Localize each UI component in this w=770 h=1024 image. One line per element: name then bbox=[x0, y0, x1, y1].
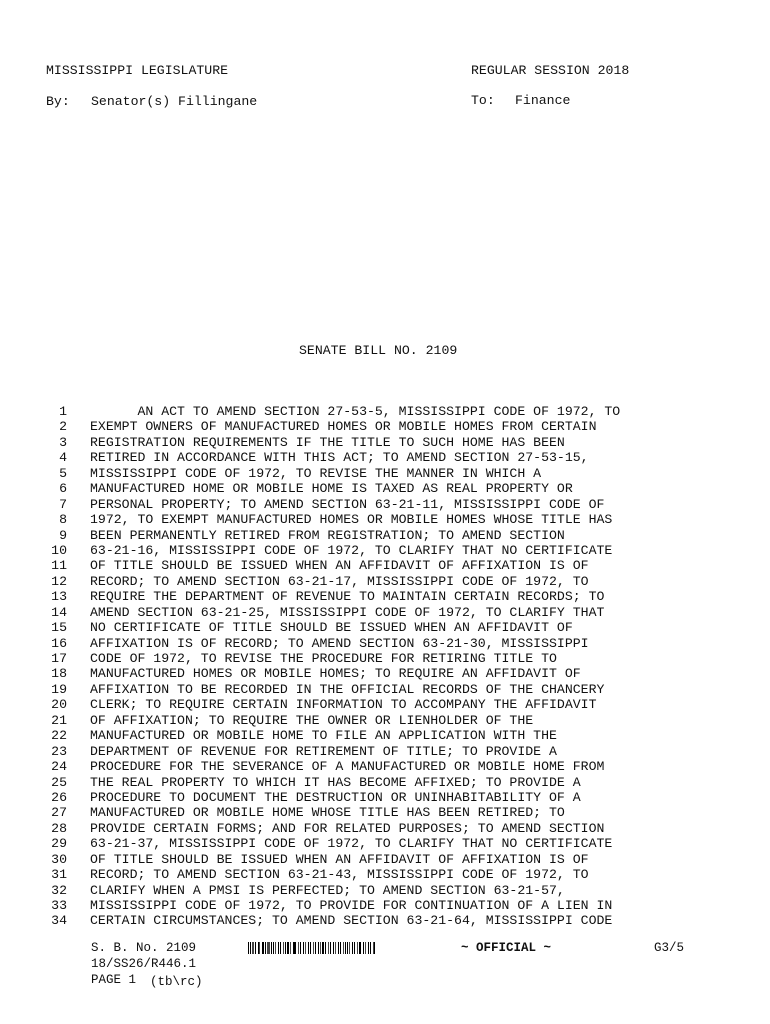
barcode-bar bbox=[259, 942, 260, 954]
line-number: 18 bbox=[51, 666, 67, 682]
line-text: AMEND SECTION 63-21-25, MISSISSIPPI CODE OF 1972, TO CLARIFY THAT bbox=[90, 604, 605, 620]
bill-line bbox=[0, 682, 770, 697]
barcode-bar bbox=[250, 942, 251, 954]
line-text: PERSONAL PROPERTY; TO AMEND SECTION 63-21-11, MISSISSIPPI CODE OF bbox=[90, 496, 605, 512]
barcode-bar bbox=[325, 942, 326, 954]
bill-line bbox=[0, 898, 770, 913]
line-number: 31 bbox=[51, 867, 67, 883]
bill-line bbox=[0, 775, 770, 790]
line-number: 20 bbox=[51, 697, 67, 713]
barcode-bar bbox=[285, 942, 286, 954]
footer-reference: 18/SS26/R446.1 bbox=[91, 957, 197, 971]
barcode-bar bbox=[365, 942, 366, 954]
line-number: 21 bbox=[51, 712, 67, 728]
barcode-bar bbox=[262, 942, 263, 954]
line-number: 22 bbox=[51, 728, 67, 744]
bill-line bbox=[0, 404, 770, 419]
barcode-bar bbox=[293, 942, 294, 954]
footer-code: G3/5 bbox=[654, 941, 685, 955]
bill-line bbox=[0, 435, 770, 450]
line-text: CLERK; TO REQUIRE CERTAIN INFORMATION TO ACCOMPANY THE AFFIDAVIT bbox=[90, 697, 597, 713]
line-number: 28 bbox=[51, 820, 67, 836]
line-number: 29 bbox=[51, 836, 67, 852]
line-number: 19 bbox=[51, 681, 67, 697]
barcode-bar bbox=[310, 942, 311, 954]
barcode-bar bbox=[275, 942, 276, 954]
line-number: 34 bbox=[51, 913, 67, 929]
line-text: 63-21-16, MISSISSIPPI CODE OF 1972, TO CLARIFY THAT NO CERTIFICATE bbox=[90, 542, 613, 558]
line-text: BEEN PERMANENTLY RETIRED FROM REGISTRATION; TO AMEND SECTION bbox=[90, 527, 565, 543]
barcode-bar bbox=[248, 942, 249, 954]
line-number: 1 bbox=[59, 404, 67, 419]
barcode-bar bbox=[357, 942, 358, 954]
bill-line bbox=[0, 543, 770, 558]
line-number: 23 bbox=[51, 743, 67, 759]
bill-line bbox=[0, 697, 770, 712]
bill-line bbox=[0, 589, 770, 604]
line-text: THE REAL PROPERTY TO WHICH IT HAS BECOME AFFIXED; TO PROVIDE A bbox=[90, 774, 581, 790]
line-number: 5 bbox=[59, 465, 67, 481]
session-label: REGULAR SESSION 2018 bbox=[471, 63, 630, 78]
barcode-bar bbox=[294, 942, 296, 954]
line-text: RECORD; TO AMEND SECTION 63-21-17, MISSISSIPPI CODE OF 1972, TO bbox=[90, 573, 589, 589]
line-text: OF TITLE SHOULD BE ISSUED WHEN AN AFFIDAVIT OF AFFIXATION IS OF bbox=[90, 851, 589, 867]
bill-line bbox=[0, 512, 770, 527]
line-number: 17 bbox=[51, 651, 67, 666]
bill-line bbox=[0, 883, 770, 898]
line-text: REQUIRE THE DEPARTMENT OF REVENUE TO MAINTAIN CERTAIN RECORDS; TO bbox=[90, 589, 605, 605]
barcode-bar bbox=[340, 942, 341, 954]
page-initials: (tb\rc) bbox=[150, 975, 203, 989]
bill-line bbox=[0, 481, 770, 496]
line-number: 13 bbox=[51, 589, 67, 605]
barcode-bar bbox=[320, 942, 321, 954]
barcode-bar bbox=[335, 942, 336, 954]
bill-line bbox=[0, 558, 770, 573]
line-text: MANUFACTURED HOME OR MOBILE HOME IS TAXED AS REAL PROPERTY OR bbox=[90, 481, 573, 497]
line-text: PROVIDE CERTAIN FORMS; AND FOR RELATED PURPOSES; TO AMEND SECTION bbox=[90, 820, 605, 836]
barcode-bar bbox=[333, 942, 334, 954]
bill-line bbox=[0, 867, 770, 882]
barcode-bar bbox=[308, 942, 309, 954]
line-number: 26 bbox=[51, 789, 67, 805]
line-number: 14 bbox=[51, 604, 67, 620]
page-number: PAGE 1 bbox=[91, 973, 137, 987]
line-text: MANUFACTURED HOMES OR MOBILE HOMES; TO REQUIRE AN AFFIDAVIT OF bbox=[90, 666, 581, 682]
barcode-bar bbox=[359, 942, 361, 954]
line-text: 63-21-37, MISSISSIPPI CODE OF 1972, TO CLARIFY THAT NO CERTIFICATE bbox=[90, 836, 613, 852]
barcode-bar bbox=[300, 942, 301, 954]
by-label: By: bbox=[46, 94, 70, 109]
barcode-bar bbox=[373, 942, 374, 954]
footer-bill-number: S. B. No. 2109 bbox=[91, 941, 197, 955]
barcode-bar bbox=[267, 942, 269, 954]
barcode-bar bbox=[255, 942, 256, 954]
line-number: 11 bbox=[51, 558, 67, 574]
line-number: 30 bbox=[51, 851, 67, 867]
line-number: 9 bbox=[59, 527, 67, 543]
bill-line bbox=[0, 821, 770, 836]
line-number: 24 bbox=[51, 759, 67, 775]
bill-line bbox=[0, 913, 770, 928]
legislature-name: MISSISSIPPI LEGISLATURE bbox=[46, 63, 229, 78]
line-text: NO CERTIFICATE OF TITLE SHOULD BE ISSUED WHEN AN AFFIDAVIT OF bbox=[90, 620, 573, 636]
line-number: 2 bbox=[59, 419, 67, 435]
line-number: 25 bbox=[51, 774, 67, 790]
barcode-bar bbox=[374, 942, 375, 954]
bill-line bbox=[0, 450, 770, 465]
sponsor-name: Senator(s) Fillingane bbox=[91, 94, 258, 109]
line-text: AFFIXATION IS OF RECORD; TO AMEND SECTION 63-21-30, MISSISSIPPI bbox=[90, 635, 589, 651]
bill-line bbox=[0, 728, 770, 743]
line-text: CLARIFY WHEN A PMSI IS PERFECTED; TO AMEND SECTION 63-21-57, bbox=[90, 882, 565, 898]
barcode-bar bbox=[271, 942, 272, 954]
line-text: AFFIXATION TO BE RECORDED IN THE OFFICIAL RECORDS OF THE CHANCERY bbox=[90, 681, 605, 697]
line-text: REGISTRATION REQUIREMENTS IF THE TITLE TO SUCH HOME HAS BEEN bbox=[90, 434, 565, 450]
line-text: OF TITLE SHOULD BE ISSUED WHEN AN AFFIDAVIT OF AFFIXATION IS OF bbox=[90, 558, 589, 574]
bill-line bbox=[0, 466, 770, 481]
line-text: MISSISSIPPI CODE OF 1972, TO REVISE THE MANNER IN WHICH A bbox=[90, 465, 542, 481]
barcode-bar bbox=[305, 942, 306, 954]
bill-title: SENATE BILL NO. 2109 bbox=[299, 343, 458, 358]
barcode-bar bbox=[338, 942, 339, 954]
committee-name: Finance bbox=[515, 93, 571, 108]
line-text: DEPARTMENT OF REVENUE FOR RETIREMENT OF TITLE; TO PROVIDE A bbox=[90, 743, 557, 759]
line-text: MANUFACTURED OR MOBILE HOME WHOSE TITLE HAS BEEN RETIRED; TO bbox=[90, 805, 565, 821]
line-text: 1972, TO EXEMPT MANUFACTURED HOMES OR MOBILE HOMES WHOSE TITLE HAS bbox=[90, 512, 613, 528]
barcode-bar bbox=[330, 942, 331, 954]
barcode-bar bbox=[345, 942, 346, 954]
line-text: CODE OF 1972, TO REVISE THE PROCEDURE FOR RETIRING TITLE TO bbox=[90, 651, 557, 666]
line-number: 15 bbox=[51, 620, 67, 636]
bill-line bbox=[0, 713, 770, 728]
bill-line bbox=[0, 419, 770, 434]
barcode-bar bbox=[322, 942, 324, 954]
line-number: 6 bbox=[59, 481, 67, 497]
barcode-bar bbox=[318, 942, 319, 954]
bill-line bbox=[0, 574, 770, 589]
barcode-bar bbox=[363, 942, 364, 954]
line-number: 32 bbox=[51, 882, 67, 898]
bill-line bbox=[0, 836, 770, 851]
barcode-bar bbox=[265, 942, 266, 954]
bill-line bbox=[0, 636, 770, 651]
line-text: MISSISSIPPI CODE OF 1972, TO PROVIDE FOR CONTINUATION OF A LIEN IN bbox=[90, 898, 613, 913]
line-text: CERTAIN CIRCUMSTANCES; TO AMEND SECTION 63-21-64, MISSISSIPPI CODE bbox=[90, 913, 613, 929]
bill-line bbox=[0, 744, 770, 759]
line-text: RETIRED IN ACCORDANCE WITH THIS ACT; TO AMEND SECTION 27-53-15, bbox=[90, 450, 589, 466]
barcode-bar bbox=[315, 942, 316, 954]
line-number: 27 bbox=[51, 805, 67, 821]
line-text: MANUFACTURED OR MOBILE HOME TO FILE AN APPLICATION WITH THE bbox=[90, 728, 557, 744]
barcode-bar bbox=[283, 942, 284, 954]
bill-text bbox=[0, 404, 770, 929]
barcode-bar bbox=[328, 942, 329, 954]
line-text: EXEMPT OWNERS OF MANUFACTURED HOMES OR MOBILE HOMES FROM CERTAIN bbox=[90, 419, 597, 435]
line-text: PROCEDURE TO DOCUMENT THE DESTRUCTION OR UNINHABITABILITY OF A bbox=[90, 789, 581, 805]
barcode-bar bbox=[303, 942, 304, 954]
line-text: OF AFFIXATION; TO REQUIRE THE OWNER OR LIENHOLDER OF THE bbox=[90, 712, 534, 728]
line-text: AN ACT TO AMEND SECTION 27-53-5, MISSISSIPPI CODE OF 1972, TO bbox=[90, 404, 621, 419]
barcode bbox=[248, 942, 377, 954]
barcode-bar bbox=[349, 942, 350, 954]
barcode-bar bbox=[290, 942, 291, 954]
bill-line bbox=[0, 651, 770, 666]
barcode-bar bbox=[280, 942, 281, 954]
line-number: 16 bbox=[51, 635, 67, 651]
barcode-bar bbox=[343, 942, 344, 954]
bill-line bbox=[0, 528, 770, 543]
bill-line bbox=[0, 759, 770, 774]
barcode-bar bbox=[287, 942, 288, 954]
barcode-bar bbox=[370, 942, 371, 954]
line-number: 4 bbox=[59, 450, 67, 466]
line-number: 8 bbox=[59, 512, 67, 528]
bill-line bbox=[0, 497, 770, 512]
official-label: ~ OFFICIAL ~ bbox=[461, 941, 552, 955]
barcode-bar bbox=[347, 942, 348, 954]
bill-line bbox=[0, 620, 770, 635]
barcode-bar bbox=[313, 942, 314, 954]
line-number: 12 bbox=[51, 573, 67, 589]
barcode-bar bbox=[258, 942, 259, 954]
barcode-bar bbox=[352, 942, 353, 954]
bill-line bbox=[0, 805, 770, 820]
line-text: PROCEDURE FOR THE SEVERANCE OF A MANUFACTURED OR MOBILE HOME FROM bbox=[90, 759, 605, 775]
barcode-bar bbox=[354, 942, 355, 954]
barcode-bar bbox=[273, 942, 274, 954]
line-number: 3 bbox=[59, 434, 67, 450]
barcode-bar bbox=[252, 942, 253, 954]
barcode-bar bbox=[298, 942, 299, 954]
to-label: To: bbox=[471, 93, 495, 108]
line-number: 33 bbox=[51, 898, 67, 913]
line-number: 10 bbox=[51, 542, 67, 558]
bill-line bbox=[0, 666, 770, 681]
line-text: RECORD; TO AMEND SECTION 63-21-43, MISSISSIPPI CODE OF 1972, TO bbox=[90, 867, 589, 883]
line-number: 7 bbox=[59, 496, 67, 512]
bill-line bbox=[0, 605, 770, 620]
bill-line bbox=[0, 790, 770, 805]
bill-line bbox=[0, 852, 770, 867]
barcode-bar bbox=[278, 942, 279, 954]
barcode-bar bbox=[368, 942, 369, 954]
